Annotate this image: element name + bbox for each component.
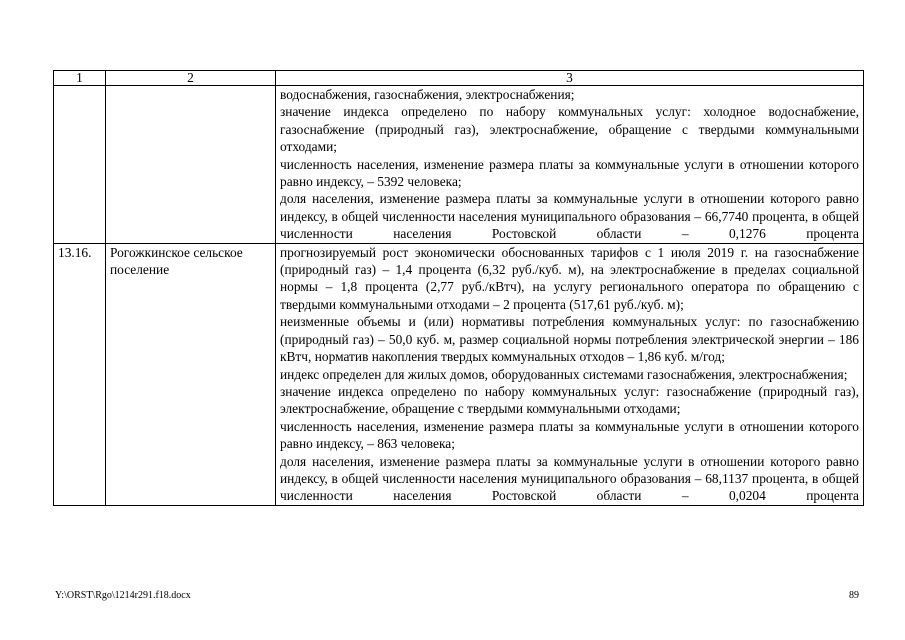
footer-page-number: 89	[849, 590, 859, 601]
paragraph: водоснабжения, газоснабжения, электроснабжения;	[280, 87, 575, 102]
description-cell	[276, 86, 864, 244]
description-cell	[276, 243, 864, 505]
paragraph: доля населения, изменение размера платы за коммунальные услуги в отношении которого равно индексу, в общей численности населения муниципального образования – 66,7740 процента, в общей численности населения Ростовской области – 0,1276 процента	[280, 191, 859, 242]
document-table	[53, 70, 864, 506]
paragraph: неизменные объемы и (или) нормативы потребления коммунальных услуг: по газоснабжению (природный газ) – 50,0 куб. м, размер социальной нормы потребления электрической энергии – 186 кВтч, норматив накопления твердых коммунальных отходов – 1,86 куб. м/год;	[280, 314, 859, 365]
paragraph: значение индекса определено по набору коммунальных услуг: холодное водоснабжение, газоснабжение (природный газ), электроснабжение, обращение с твердыми коммунальными отходами;	[280, 104, 859, 155]
header-cell-2: 2	[106, 71, 276, 86]
footer-file-path: Y:\ORST\Rgo\1214r291.f18.docx	[55, 590, 191, 601]
paragraph: прогнозируемый рост экономически обоснованных тарифов с 1 июля 2019 г. на газоснабжение (природный газ) – 1,4 процента (6,32 руб./куб. м), на электроснабжение в пределах социальной нормы – 1,8 процента (2,77 руб./кВтч), на услугу регионального оператора по обращению с твердыми коммунальными отходами – 2 процента (517,61 руб./куб. м);	[280, 244, 859, 312]
paragraph: значение индекса определено по набору коммунальных услуг: газоснабжение (природный газ), электроснабжение, обращение с твердыми коммунальными отходами;	[280, 383, 859, 417]
paragraph: индекс определен для жилых домов, оборудованных системами газоснабжения, электроснабжения;	[280, 366, 848, 382]
header-cell-3: 3	[276, 71, 864, 86]
table-row	[54, 243, 864, 505]
paragraph: доля населения, изменение размера платы за коммунальные услуги в отношении которого равно индексу, в общей численности населения муниципального образования – 68,1137 процента, в общей численности населения Ростовской области – 0,0204 процента	[280, 453, 859, 504]
settlement-name-cell: Рогожкинское сельское поселение	[106, 243, 276, 505]
table-header-row	[54, 71, 864, 86]
settlement-name-cell	[106, 86, 276, 244]
table-row	[54, 86, 864, 244]
paragraph: численность населения, изменение размера платы за коммунальные услуги в отношении которого равно индексу, – 863 человека;	[280, 418, 859, 452]
row-number-cell: 13.16.	[54, 243, 106, 505]
row-number-cell	[54, 86, 106, 244]
header-cell-1: 1	[54, 71, 106, 86]
paragraph: численность населения, изменение размера платы за коммунальные услуги в отношении которого равно индексу, – 5392 человека;	[280, 156, 859, 190]
